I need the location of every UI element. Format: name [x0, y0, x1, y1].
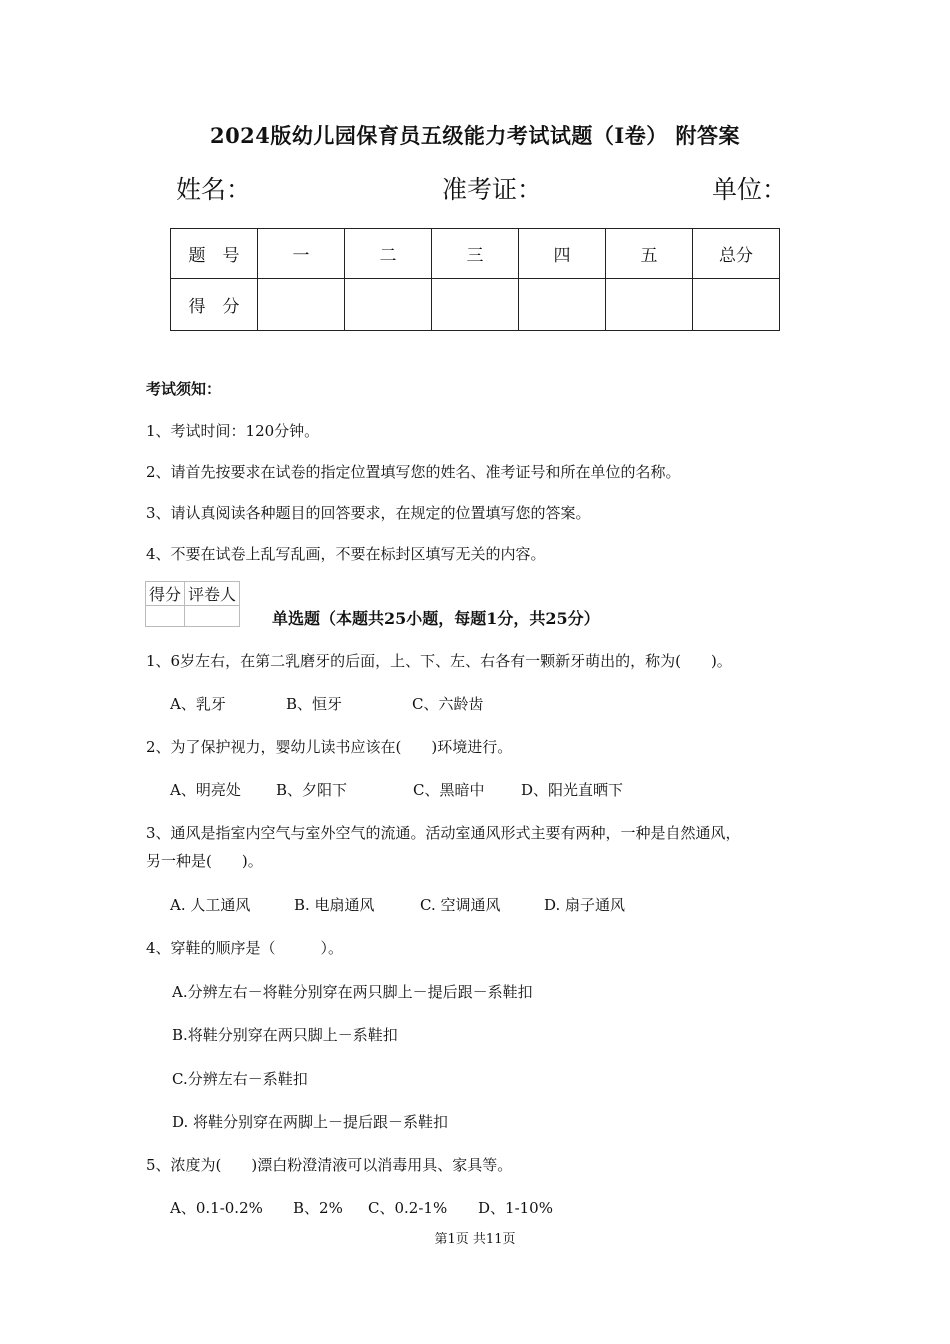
score-table-header-row — [171, 229, 780, 279]
score-row-label: 得 分 — [171, 279, 258, 331]
option[interactable]: C. 空调通风 — [420, 896, 501, 914]
option[interactable]: D. 将鞋分别穿在两脚上－提后跟－系鞋扣 — [172, 1113, 449, 1131]
score-table-header-cell: 一 — [258, 229, 345, 279]
question-options — [170, 1197, 553, 1218]
option[interactable]: A、0.1-0.2% — [170, 1199, 263, 1217]
question-stem: 3、通风是指室内空气与室外空气的流通。活动室通风形式主要有两种，一种是自然通风， — [146, 824, 741, 842]
question-options — [170, 894, 625, 915]
option[interactable]: B.将鞋分别穿在两只脚上－系鞋扣 — [172, 1026, 398, 1044]
question-options — [170, 779, 623, 800]
grader-box — [145, 581, 240, 627]
option[interactable]: B、2% — [293, 1199, 343, 1217]
option[interactable]: D. 扇子通风 — [544, 896, 626, 914]
score-table-header-cell: 四 — [519, 229, 606, 279]
page-title: 2024版幼儿园保育员五级能力考试试题（I卷） 附答案 — [209, 123, 741, 148]
score-cell[interactable] — [519, 279, 606, 331]
option[interactable]: C、六龄齿 — [412, 695, 484, 713]
option[interactable]: A、乳牙 — [170, 695, 226, 713]
unit-field-label: 单位： — [712, 175, 788, 204]
score-table-header-cell: 五 — [606, 229, 693, 279]
score-table — [170, 228, 780, 331]
grader-score-cell[interactable] — [146, 606, 185, 627]
score-table-header-cell: 三 — [432, 229, 519, 279]
notice-item: 1、考试时间：120分钟。 — [146, 422, 320, 440]
question-stem: 4、穿鞋的顺序是（ ）。 — [146, 939, 344, 957]
page-footer: 第1页 共11页 — [434, 1232, 516, 1247]
name-field-label: 姓名： — [176, 175, 252, 204]
question-stem: 1、6岁左右，在第二乳磨牙的后面，上、下、左、右各有一颗新牙萌出的，称为( )。 — [146, 652, 732, 670]
option[interactable]: C、0.2-1% — [368, 1199, 448, 1217]
score-cell[interactable] — [345, 279, 432, 331]
question-options — [170, 693, 483, 714]
question-stem-continued: 另一种是( )。 — [146, 852, 263, 870]
grader-score-label: 得分 — [146, 582, 185, 606]
score-table-header-cell: 二 — [345, 229, 432, 279]
option[interactable]: B、恒牙 — [286, 695, 343, 713]
notice-heading: 考试须知： — [146, 380, 222, 398]
score-table-header-cell: 总分 — [693, 229, 780, 279]
notice-item: 4、不要在试卷上乱写乱画，不要在标封区填写无关的内容。 — [146, 545, 546, 563]
question-stem: 5、浓度为( )漂白粉澄清液可以消毒用具、家具等。 — [146, 1156, 513, 1174]
score-table-score-row — [171, 279, 780, 331]
exam-id-field-label: 准考证： — [442, 175, 543, 204]
score-cell[interactable] — [606, 279, 693, 331]
score-cell[interactable] — [693, 279, 780, 331]
option[interactable]: C、黑暗中 — [413, 781, 485, 799]
option[interactable]: A.分辨左右－将鞋分别穿在两只脚上－提后跟－系鞋扣 — [172, 983, 533, 1001]
score-table-header-cell: 题 号 — [171, 229, 258, 279]
section-heading: 单选题（本题共25小题，每题1分，共25分） — [272, 609, 600, 628]
option[interactable]: D、1-10% — [478, 1199, 553, 1217]
score-cell[interactable] — [432, 279, 519, 331]
option[interactable]: C.分辨左右－系鞋扣 — [172, 1070, 308, 1088]
option[interactable]: A. 人工通风 — [170, 896, 251, 914]
option[interactable]: B、夕阳下 — [276, 781, 348, 799]
question-stem: 2、为了保护视力，婴幼儿读书应该在( )环境进行。 — [146, 738, 513, 756]
grader-name-label: 评卷人 — [185, 582, 240, 606]
option[interactable]: B. 电扇通风 — [294, 896, 375, 914]
option[interactable]: A、明亮处 — [170, 781, 241, 799]
option[interactable]: D、阳光直晒下 — [521, 781, 624, 799]
score-cell[interactable] — [258, 279, 345, 331]
notice-item: 2、请首先按要求在试卷的指定位置填写您的姓名、准考证号和所在单位的名称。 — [146, 463, 681, 481]
grader-name-cell[interactable] — [185, 606, 240, 627]
notice-item: 3、请认真阅读各种题目的回答要求，在规定的位置填写您的答案。 — [146, 504, 591, 522]
